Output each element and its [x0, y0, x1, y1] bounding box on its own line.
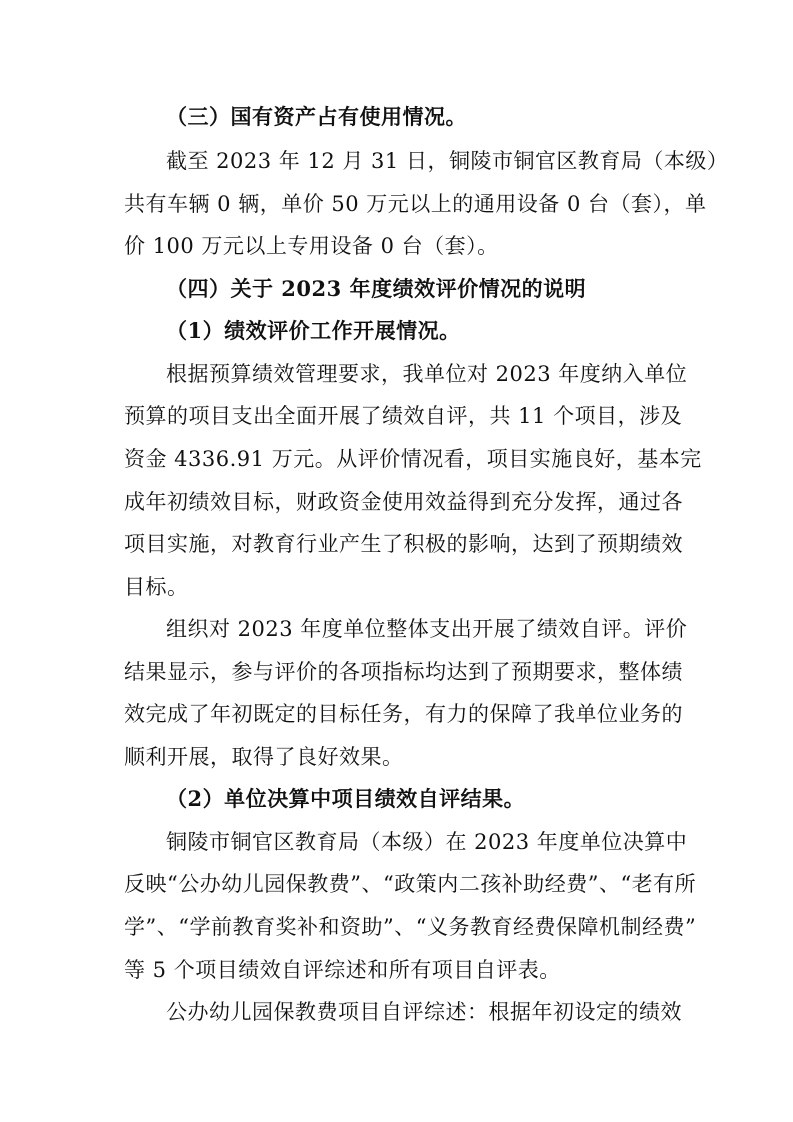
paragraph-line: 效完成了年初既定的目标任务，有力的保障了我单位业务的: [124, 702, 683, 726]
paragraph-line: 项目实施，对教育行业产生了积极的影响，达到了预期绩效: [124, 532, 683, 556]
paragraph-line: 顺利开展，取得了良好效果。: [124, 745, 404, 769]
paragraph-line: 共有车辆 0 辆，单价 50 万元以上的通用设备 0 台（套），单: [124, 192, 707, 216]
paragraph-line: 预算的项目支出全面开展了绩效自评，共 11 个项目，涉及: [124, 404, 683, 428]
paragraph-line: 等 5 个项目绩效自评综述和所有项目自评表。: [124, 958, 561, 982]
section-heading-evaluation: （四）关于 2023 年度绩效评价情况的说明: [166, 276, 587, 301]
paragraph-line: 价 100 万元以上专用设备 0 台（套）。: [124, 234, 499, 258]
subsection-heading-work: （1）绩效评价工作开展情况。: [166, 318, 461, 343]
paragraph-line: 资金 4336.91 万元。从评价情况看，项目实施良好，基本完: [124, 447, 702, 471]
paragraph-line: 组织对 2023 年度单位整体支出开展了绩效自评。评价: [166, 617, 688, 641]
paragraph-line: 学”、“学前教育奖补和资助”、“义务教育经费保障机制经费”: [124, 915, 697, 939]
paragraph-line: 截至 2023 年 12 月 31 日，铜陵市铜官区教育局（本级）: [166, 149, 729, 173]
paragraph-line: 公办幼儿园保教费项目自评综述：根据年初设定的绩效: [166, 1000, 682, 1024]
section-heading-assets: （三）国有资产占有使用情况。: [166, 104, 467, 129]
paragraph-line: 铜陵市铜官区教育局（本级）在 2023 年度单位决算中: [166, 830, 688, 854]
paragraph-line: 根据预算绩效管理要求，我单位对 2023 年度纳入单位: [166, 362, 688, 386]
subsection-heading-results: （2）单位决算中项目绩效自评结果。: [166, 786, 526, 811]
paragraph-line: 目标。: [124, 575, 189, 599]
paragraph-line: 成年初绩效目标，财政资金使用效益得到充分发挥，通过各: [124, 490, 683, 514]
paragraph-line: 结果显示，参与评价的各项指标均达到了预期要求，整体绩: [124, 660, 683, 684]
paragraph-line: 反映“公办幼儿园保教费”、“政策内二孩补助经费”、“老有所: [124, 872, 697, 896]
